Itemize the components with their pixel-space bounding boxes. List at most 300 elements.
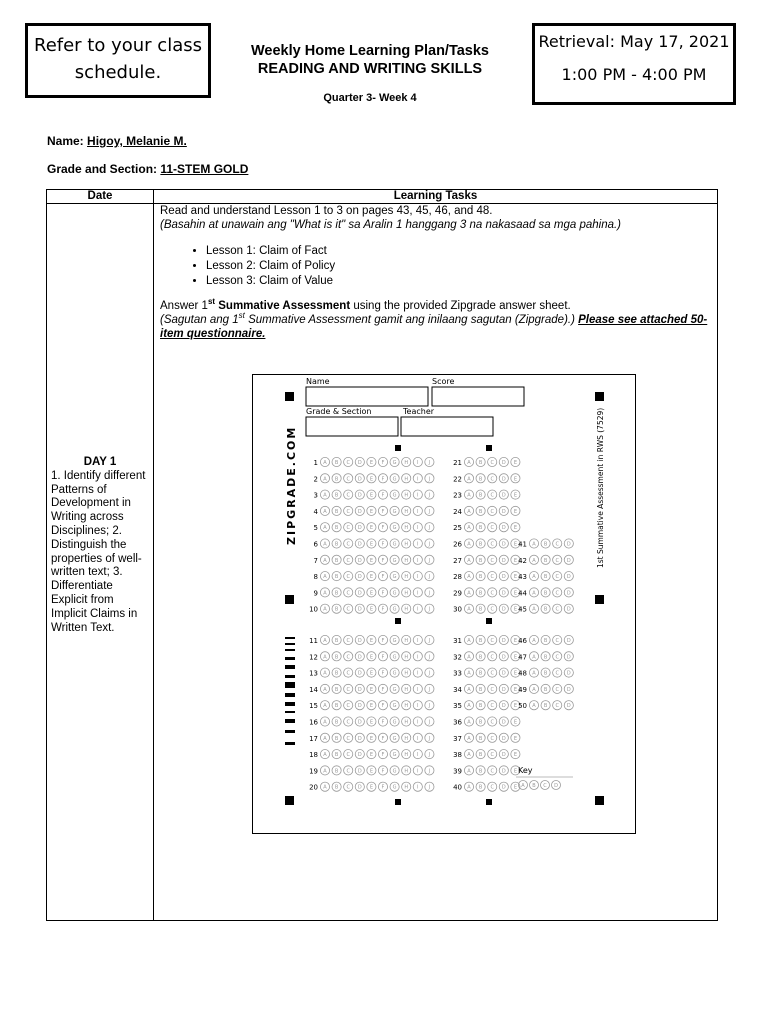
bubble-letter: C [490, 654, 494, 661]
sheet-score-box [432, 387, 524, 406]
bubble-letter: I [417, 541, 419, 548]
bubble-letter: A [323, 574, 327, 581]
bubble-letter: B [532, 783, 536, 789]
registration-mark [285, 392, 294, 401]
bubble-letter: D [501, 508, 506, 515]
question-number: 38 [453, 751, 462, 760]
bubble-letter: D [566, 686, 571, 693]
bubble-letter: E [513, 719, 517, 726]
question-number: 12 [309, 653, 318, 662]
bubble-letter: B [543, 670, 548, 677]
bubble-letter: B [478, 541, 483, 548]
question-number: 10 [309, 605, 318, 614]
bubble-letter: B [334, 719, 339, 726]
bubble-letter: B [334, 703, 339, 710]
question-number: 44 [518, 589, 527, 598]
bubble-letter: C [490, 719, 494, 726]
bubble-letter: E [513, 525, 517, 532]
bubble-letter: E [513, 606, 517, 613]
bubble-letter: F [381, 670, 385, 677]
bubble-letter: F [381, 719, 385, 726]
bubble-letter: A [532, 638, 536, 644]
question-number: 14 [309, 685, 318, 694]
bubble-letter: C [490, 703, 494, 710]
bubble-letter: D [501, 654, 506, 661]
bubble-letter: D [501, 525, 506, 532]
bubble-letter: C [490, 752, 494, 759]
bubble-letter: G [392, 735, 397, 742]
bubble-letter: B [543, 606, 548, 613]
bubble-letter: H [404, 508, 409, 515]
bubble-letter: B [478, 654, 483, 661]
bubble-letter: D [357, 654, 362, 661]
bubble-letter: C [490, 460, 494, 466]
bubble-letter: E [369, 686, 373, 693]
bubble-letter: E [513, 686, 517, 693]
bubble-letter: A [467, 460, 471, 466]
question-number: 45 [518, 605, 527, 614]
question-number: 21 [453, 459, 462, 467]
bubble-letter: C [490, 557, 494, 564]
bubble-letter: G [392, 557, 397, 564]
bubble-letter: D [501, 735, 506, 742]
class-schedule-text: Refer to your class schedule. [34, 35, 202, 83]
bubble-letter: I [417, 638, 419, 644]
bubble-letter: D [357, 557, 362, 564]
registration-mark [486, 799, 492, 805]
bubble-letter: B [478, 735, 483, 742]
tasks-cell [154, 204, 718, 921]
bubble-letter: F [381, 606, 385, 613]
registration-mark [395, 799, 401, 805]
bubble-letter: H [404, 703, 409, 710]
sheet-teacher-box [401, 417, 493, 436]
bubble-letter: F [381, 541, 385, 548]
bubble-letter: C [490, 476, 494, 483]
question-number: 39 [453, 767, 462, 776]
bubble-letter: I [417, 768, 419, 775]
bubble-letter: C [346, 541, 350, 548]
question-number: 49 [518, 685, 527, 694]
bubble-letter: H [404, 476, 409, 483]
question-number: 30 [453, 605, 462, 614]
bubble-letter: E [513, 654, 517, 661]
question-number: 46 [518, 637, 527, 645]
bubble-letter: B [334, 476, 339, 483]
bubble-letter: E [513, 492, 517, 499]
bubble-letter: B [543, 541, 548, 548]
bubble-letter: C [490, 525, 494, 532]
name-value: Higoy, Melanie M. [87, 134, 187, 148]
bubble-letter: J [428, 686, 431, 693]
bubble-letter: B [334, 654, 339, 661]
bubble-letter: A [532, 590, 536, 597]
question-number: 20 [309, 783, 318, 792]
bubble-letter: J [428, 670, 431, 677]
bubble-letter: D [501, 574, 506, 581]
bubble-letter: B [543, 686, 548, 693]
bubble-letter: F [381, 557, 385, 564]
bubble-letter: D [357, 525, 362, 532]
bubble-letter: A [323, 703, 327, 710]
bubble-letter: B [334, 557, 339, 564]
bubble-letter: F [381, 590, 385, 597]
bubble-letter: J [428, 752, 431, 759]
bubble-letter: J [428, 703, 431, 710]
bubble-letter: H [404, 784, 409, 791]
retrieval-date: Retrieval: May 17, 2021 [538, 32, 730, 51]
question-number: 47 [518, 653, 527, 662]
list-item: • Lesson 1: Claim of Fact [206, 244, 711, 259]
bubble-letter: C [346, 735, 350, 742]
bubble-letter: C [490, 492, 494, 499]
bubble-letter: E [513, 784, 517, 791]
bubble-letter: J [428, 638, 431, 644]
bubble-letter: C [555, 606, 559, 613]
bubble-letter: G [392, 768, 397, 775]
bubble-letter: J [428, 590, 431, 597]
bubble-letter: A [467, 557, 471, 564]
registration-mark [595, 392, 604, 401]
bubble-letter: C [490, 508, 494, 515]
bubble-letter: H [404, 541, 409, 548]
bubble-letter: B [543, 574, 548, 581]
learning-plan-table [46, 189, 718, 921]
bubble-letter: C [555, 557, 559, 564]
bubble-letter: C [346, 784, 350, 791]
bubble-letter: J [428, 735, 431, 742]
bubble-letter: D [501, 784, 506, 791]
bubble-letter: B [334, 670, 339, 677]
bubble-letter: C [490, 784, 494, 791]
bubble-letter: B [543, 703, 548, 710]
bubble-letter: A [323, 476, 327, 483]
bubble-letter: D [357, 541, 362, 548]
bubble-letter: A [323, 590, 327, 597]
answer-instruction-filipino: (Sagutan ang 1st Summative Assessment gamit ang inilaang sagutan (Zipgrade).) Please see attached 50-item questionnaire. [160, 311, 708, 340]
bubble-letter: B [334, 735, 339, 742]
bubble-letter: C [346, 703, 350, 710]
bubble-letter: A [467, 686, 471, 693]
bubble-letter: C [555, 590, 559, 597]
bubble-letter: C [555, 654, 559, 661]
bubble-letter: E [369, 768, 373, 775]
bubble-letter: J [428, 525, 431, 532]
bubble-letter: E [369, 719, 373, 726]
bubble-letter: D [501, 768, 506, 775]
question-number: 1 [313, 459, 318, 467]
bubble-letter: D [501, 460, 506, 466]
bubble-letter: J [428, 574, 431, 581]
bubble-letter: E [513, 638, 517, 644]
question-number: 8 [313, 573, 318, 582]
question-number: 27 [453, 556, 462, 565]
bubble-letter: C [555, 541, 559, 548]
bubble-letter: E [513, 541, 517, 548]
bubble-letter: I [417, 525, 419, 532]
bubble-letter: H [404, 686, 409, 693]
registration-mark [486, 445, 492, 451]
bubble-letter: H [404, 492, 409, 499]
sheet-side-text: 1st Summative Assessment in RWS (7529) [596, 407, 605, 568]
bubble-letter: I [417, 686, 419, 693]
bubble-letter: A [323, 541, 327, 548]
bubble-letter: B [543, 557, 548, 564]
question-number: 5 [313, 524, 318, 533]
bubble-letter: D [501, 476, 506, 483]
sheet-teacher-label: Teacher [403, 407, 435, 416]
bubble-letter: B [478, 590, 483, 597]
bubble-letter: B [334, 768, 339, 775]
bubble-letter: D [501, 719, 506, 726]
bubble-letter: E [513, 703, 517, 710]
bubble-letter: H [404, 525, 409, 532]
sheet-name-box [306, 387, 428, 406]
bubble-letter: A [532, 557, 536, 564]
bubble-letter: E [513, 670, 517, 677]
bubble-letter: D [501, 557, 506, 564]
bubble-letter: B [334, 590, 339, 597]
bubble-letter: G [392, 638, 397, 644]
table-row [47, 204, 718, 921]
bubble-letter: D [566, 590, 571, 597]
timing-marks [285, 637, 295, 745]
bubble-letter: A [467, 768, 471, 775]
bubble-letter: G [392, 541, 397, 548]
bubble-letter: A [323, 492, 327, 499]
bubble-letter: A [467, 574, 471, 581]
bubble-letter: E [369, 557, 373, 564]
bubble-letter: D [357, 590, 362, 597]
bubble-letter: C [490, 590, 494, 597]
bubble-letter: D [357, 768, 362, 775]
bubble-letter: B [543, 590, 548, 597]
bubble-letter: E [513, 460, 517, 466]
question-number: 15 [309, 702, 318, 711]
bubble-letter: B [334, 525, 339, 532]
bubble-letter: D [566, 670, 571, 677]
bubble-letter: B [478, 460, 483, 466]
question-number: 3 [313, 491, 318, 500]
bubble-letter: E [369, 670, 373, 677]
bubble-letter: G [392, 654, 397, 661]
question-number: 35 [453, 702, 462, 711]
bubble-letter: B [478, 606, 483, 613]
doc-title: Weekly Home Learning Plan/Tasks [251, 43, 489, 59]
bubble-letter: C [346, 460, 350, 466]
bubble-letter: D [554, 783, 558, 789]
bubble-letter: A [521, 783, 525, 789]
bubble-letter: D [501, 703, 506, 710]
bubble-letter: A [323, 508, 327, 515]
answer-bubble-grid [309, 457, 573, 791]
registration-mark [595, 595, 604, 604]
bubble-letter: F [381, 638, 385, 644]
bubble-letter: I [417, 784, 419, 791]
bubble-letter: C [490, 670, 494, 677]
bubble-letter: I [417, 719, 419, 726]
bubble-letter: C [555, 574, 559, 581]
bubble-letter: G [392, 460, 397, 466]
bubble-letter: A [532, 654, 536, 661]
bubble-letter: D [357, 492, 362, 499]
bubble-letter: J [428, 476, 431, 483]
bubble-letter: C [346, 574, 350, 581]
read-instruction-filipino: (Basahin at unawain ang "What is it" sa Aralin 1 hanggang 3 na nakasaad sa mga pahina.) [160, 219, 622, 231]
question-number: 40 [453, 783, 462, 792]
bubble-letter: D [357, 719, 362, 726]
bubble-letter: E [513, 574, 517, 581]
question-number: 42 [518, 556, 527, 565]
registration-mark [395, 445, 401, 451]
bubble-letter: H [404, 719, 409, 726]
bubble-letter: C [490, 735, 494, 742]
retrieval-time: 1:00 PM - 4:00 PM [561, 65, 707, 84]
bubble-letter: J [428, 768, 431, 775]
bubble-letter: G [392, 752, 397, 759]
bubble-letter: B [334, 508, 339, 515]
bubble-letter: B [334, 460, 339, 466]
bubble-letter: F [381, 654, 385, 661]
bubble-letter: D [501, 606, 506, 613]
bubble-letter: J [428, 508, 431, 515]
bubble-letter: A [323, 752, 327, 759]
question-number: 50 [518, 702, 527, 711]
grade-section-field [47, 162, 248, 176]
bubble-letter: D [501, 492, 506, 499]
question-number: 17 [309, 734, 318, 743]
bubble-letter: J [428, 541, 431, 548]
bubble-letter: D [357, 735, 362, 742]
bubble-letter: F [381, 476, 385, 483]
bubble-letter: A [467, 476, 471, 483]
sheet-score-label: Score [432, 377, 455, 386]
bubble-letter: I [417, 670, 419, 677]
bubble-letter: E [369, 460, 373, 466]
bubble-letter: A [323, 654, 327, 661]
bubble-letter: I [417, 492, 419, 499]
bubble-letter: B [478, 476, 483, 483]
bubble-letter: J [428, 606, 431, 613]
bubble-letter: C [346, 508, 350, 515]
sheet-name-label: Name [306, 377, 330, 386]
bubble-letter: E [369, 784, 373, 791]
sheet-grade-box [306, 417, 398, 436]
bubble-letter: C [490, 768, 494, 775]
question-number: 23 [453, 491, 462, 500]
bubble-letter: A [532, 670, 536, 677]
bubble-letter: C [490, 541, 494, 548]
bubble-letter: B [334, 606, 339, 613]
bubble-letter: I [417, 574, 419, 581]
bubble-letter: H [404, 768, 409, 775]
lesson-list [160, 244, 711, 289]
bubble-letter: A [467, 638, 471, 644]
bubble-letter: D [566, 557, 571, 564]
bubble-letter: F [381, 686, 385, 693]
bubble-letter: E [369, 703, 373, 710]
sheet-key-label: Key [518, 766, 533, 775]
bubble-letter: D [501, 752, 506, 759]
bubble-letter: E [513, 476, 517, 483]
question-number: 16 [309, 718, 318, 727]
bubble-letter: J [428, 654, 431, 661]
bubble-letter: C [490, 574, 494, 581]
question-number: 36 [453, 718, 462, 727]
bubble-letter: D [357, 574, 362, 581]
bubble-letter: H [404, 590, 409, 597]
bubble-letter: A [323, 719, 327, 726]
registration-mark [395, 618, 401, 624]
tasks-header: Learning Tasks [154, 190, 718, 204]
bubble-letter: H [404, 638, 409, 644]
bubble-letter: C [346, 590, 350, 597]
bubble-letter: B [478, 784, 483, 791]
question-number: 33 [453, 669, 462, 678]
bubble-letter: H [404, 460, 409, 466]
bubble-letter: B [478, 492, 483, 499]
question-number: 11 [309, 637, 318, 645]
question-number: 22 [453, 475, 462, 484]
bubble-letter: C [346, 606, 350, 613]
bubble-letter: D [566, 574, 571, 581]
bubble-letter: D [501, 686, 506, 693]
bubble-letter: A [467, 590, 471, 597]
bubble-letter: B [478, 638, 483, 644]
bubble-letter: C [555, 638, 559, 644]
bubble-letter: A [532, 574, 536, 581]
bubble-letter: E [513, 768, 517, 775]
bubble-letter: C [555, 670, 559, 677]
bubble-letter: B [478, 557, 483, 564]
bubble-letter: F [381, 525, 385, 532]
bubble-letter: C [346, 638, 350, 644]
bubble-letter: B [478, 768, 483, 775]
question-number: 32 [453, 653, 462, 662]
question-number: 9 [313, 589, 318, 598]
bubble-letter: B [478, 525, 483, 532]
bubble-letter: C [555, 703, 559, 710]
bubble-letter: E [369, 541, 373, 548]
bubble-letter: A [532, 703, 536, 710]
bubble-letter: F [381, 460, 385, 466]
bubble-letter: C [346, 525, 350, 532]
bubble-letter: D [357, 638, 362, 644]
bubble-letter: E [513, 508, 517, 515]
bubble-letter: A [323, 735, 327, 742]
grade-value: 11-STEM GOLD [160, 162, 249, 176]
bubble-letter: G [392, 476, 397, 483]
list-item: • Lesson 2: Claim of Policy [206, 259, 711, 274]
bubble-letter: I [417, 654, 419, 661]
bubble-letter: A [323, 784, 327, 791]
day-label: DAY 1 [83, 456, 117, 468]
bubble-letter: I [417, 735, 419, 742]
student-name-field [47, 134, 187, 148]
bubble-letter: A [467, 703, 471, 710]
bubble-letter: J [428, 492, 431, 499]
bubble-letter: G [392, 606, 397, 613]
day-cell [47, 204, 154, 921]
bubble-letter: I [417, 590, 419, 597]
bubble-letter: A [323, 525, 327, 532]
bubble-letter: F [381, 735, 385, 742]
bubble-letter: I [417, 476, 419, 483]
question-number: 2 [313, 475, 318, 484]
bubble-letter: G [392, 670, 397, 677]
question-number: 26 [453, 540, 462, 549]
bubble-letter: D [501, 670, 506, 677]
